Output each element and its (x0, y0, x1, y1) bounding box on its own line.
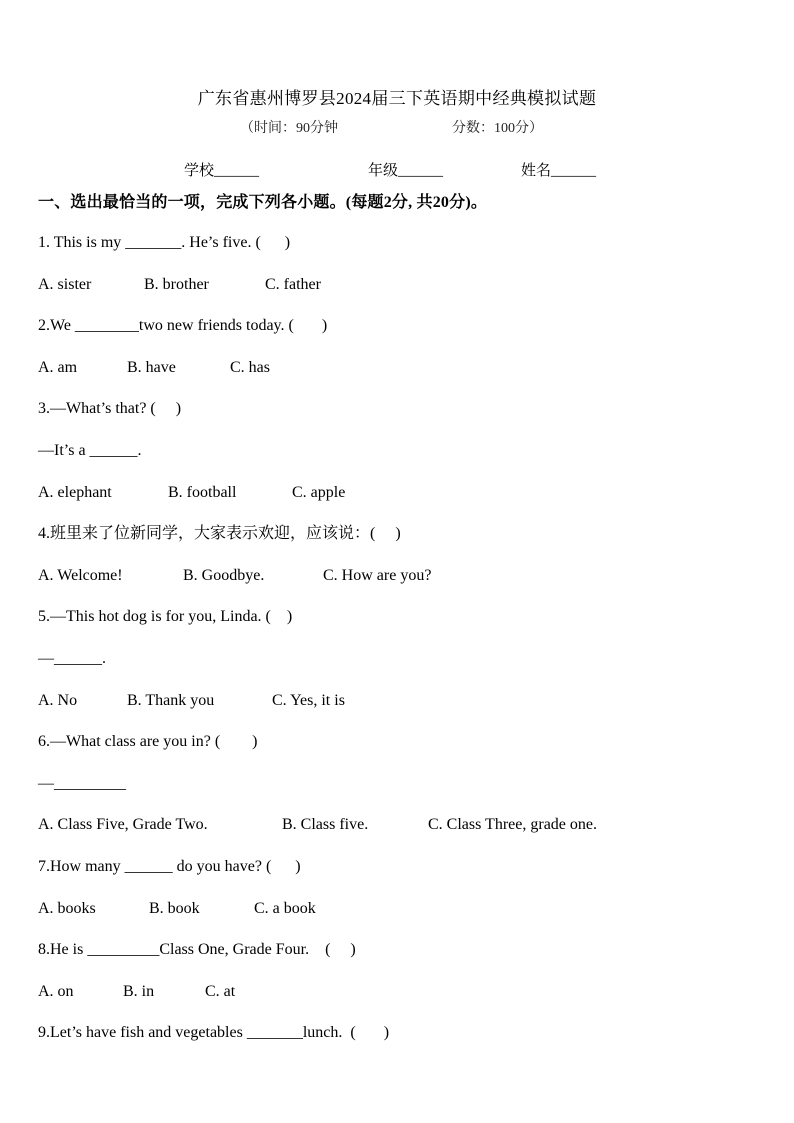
exam-title: 广东省惠州博罗县2024届三下英语期中经典模拟试题 (197, 89, 597, 108)
question-list (38, 222, 758, 1054)
question-options (38, 472, 758, 514)
option-b[interactable]: B. brother (144, 275, 209, 293)
option-c[interactable]: C. Class Three, grade one. (428, 816, 597, 834)
option-b[interactable]: B. book (149, 899, 200, 917)
exam-time: （时间：90分钟 (240, 121, 338, 136)
option-b[interactable]: B. in (123, 982, 155, 1000)
question-stem: 6.—What class are you in? ( ) (38, 733, 258, 751)
option-b[interactable]: B. football (168, 483, 237, 501)
option-a[interactable]: A. Class Five, Grade Two. (38, 816, 208, 834)
question-options (38, 888, 758, 930)
option-b[interactable]: B. Class five. (282, 816, 369, 834)
question-response-line: —It’s a ______. (38, 441, 142, 459)
option-a[interactable]: A. on (38, 982, 74, 1000)
question-stem: 2.We ________two new friends today. ( ) (38, 317, 328, 335)
name-field: 姓名______ (521, 163, 597, 179)
option-c[interactable]: C. father (265, 275, 321, 293)
question-stem: 5.—This hot dog is for you, Linda. ( ) (38, 608, 293, 626)
option-a[interactable]: A. sister (38, 275, 92, 293)
school-field: 学校______ (184, 163, 260, 179)
question-options (38, 804, 758, 846)
option-c[interactable]: C. apple (292, 483, 346, 501)
question-stem: 1. This is my _______. He’s five. ( ) (38, 234, 291, 251)
question-stem: 7.How many ______ do you have? ( ) (38, 857, 301, 875)
option-b[interactable]: B. Goodbye. (183, 566, 265, 584)
option-a[interactable]: A. No (38, 691, 78, 709)
option-c[interactable]: C. Yes, it is (272, 691, 345, 709)
question-stem: 3.—What’s that? ( ) (38, 400, 182, 418)
option-c[interactable]: C. How are you? (323, 566, 432, 584)
option-a[interactable]: A. Welcome! (38, 566, 123, 584)
question-response-line: —_________ (38, 774, 126, 792)
option-a[interactable]: A. elephant (38, 483, 112, 501)
question-stem: 4.班里来了位新同学，大家表示欢迎，应该说：( ) (38, 525, 401, 543)
question-options (38, 347, 758, 389)
option-b[interactable]: B. Thank you (127, 691, 215, 709)
option-c[interactable]: C. has (230, 358, 270, 376)
option-a[interactable]: A. books (38, 899, 96, 917)
section-heading: 一、选出最恰当的一项，完成下列各小题。(每题2分, 共20分)。 (38, 194, 488, 211)
question-options (38, 264, 758, 306)
option-a[interactable]: A. am (38, 358, 78, 376)
grade-field: 年级______ (368, 163, 444, 179)
question-options (38, 555, 758, 597)
question-stem: 8.He is _________Class One, Grade Four. ( ) (38, 941, 356, 959)
option-b[interactable]: B. have (127, 358, 176, 376)
option-c[interactable]: C. at (205, 982, 236, 1000)
question-options (38, 680, 758, 722)
question-options (38, 971, 758, 1013)
option-c[interactable]: C. a book (254, 899, 316, 917)
exam-score: 分数：100分） (452, 121, 543, 136)
question-response-line: —______. (38, 649, 106, 667)
question-stem: 9.Let’s have fish and vegetables _______lunch. ( ) (38, 1024, 390, 1042)
